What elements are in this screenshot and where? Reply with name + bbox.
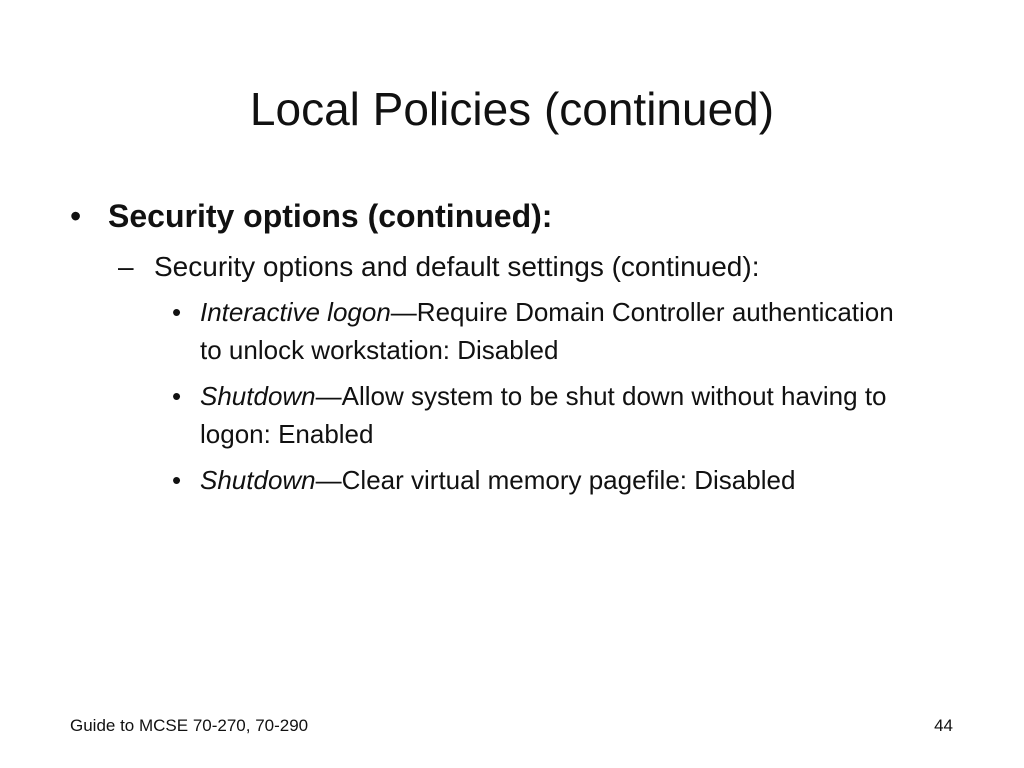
bullet-marker: • <box>172 465 182 495</box>
policy-setting: —Require Domain Controller authentication to unlock workstation: Disabled <box>200 297 894 365</box>
bullet-level1-text: Security options (continued): <box>108 198 553 234</box>
policy-term: Interactive logon <box>200 297 391 327</box>
bullet-level1 <box>70 195 970 237</box>
dash-marker: – <box>118 251 134 282</box>
bullet-level2-text: Security options and default settings (continued): <box>154 251 760 282</box>
bullet-marker: • <box>172 297 182 327</box>
bullet-level2 <box>118 249 970 285</box>
bullet-level3-item <box>170 377 920 453</box>
bullet-level3-list <box>170 293 970 499</box>
policy-term: Shutdown <box>200 381 316 411</box>
bullet-level3-item <box>170 461 920 499</box>
page-number: 44 <box>934 716 953 735</box>
bullet-marker: • <box>172 381 182 411</box>
slide-title: Local Policies (continued) <box>249 83 775 135</box>
bullet-marker: • <box>70 198 82 234</box>
policy-term: Shutdown <box>200 465 316 495</box>
footer-source: Guide to MCSE 70-270, 70-290 <box>70 716 309 735</box>
bullet-level3-item <box>170 293 920 369</box>
policy-setting: —Clear virtual memory pagefile: Disabled <box>315 465 796 495</box>
policy-setting: —Allow system to be shut down without having to logon: Enabled <box>200 381 887 449</box>
bullet-list <box>70 195 970 507</box>
